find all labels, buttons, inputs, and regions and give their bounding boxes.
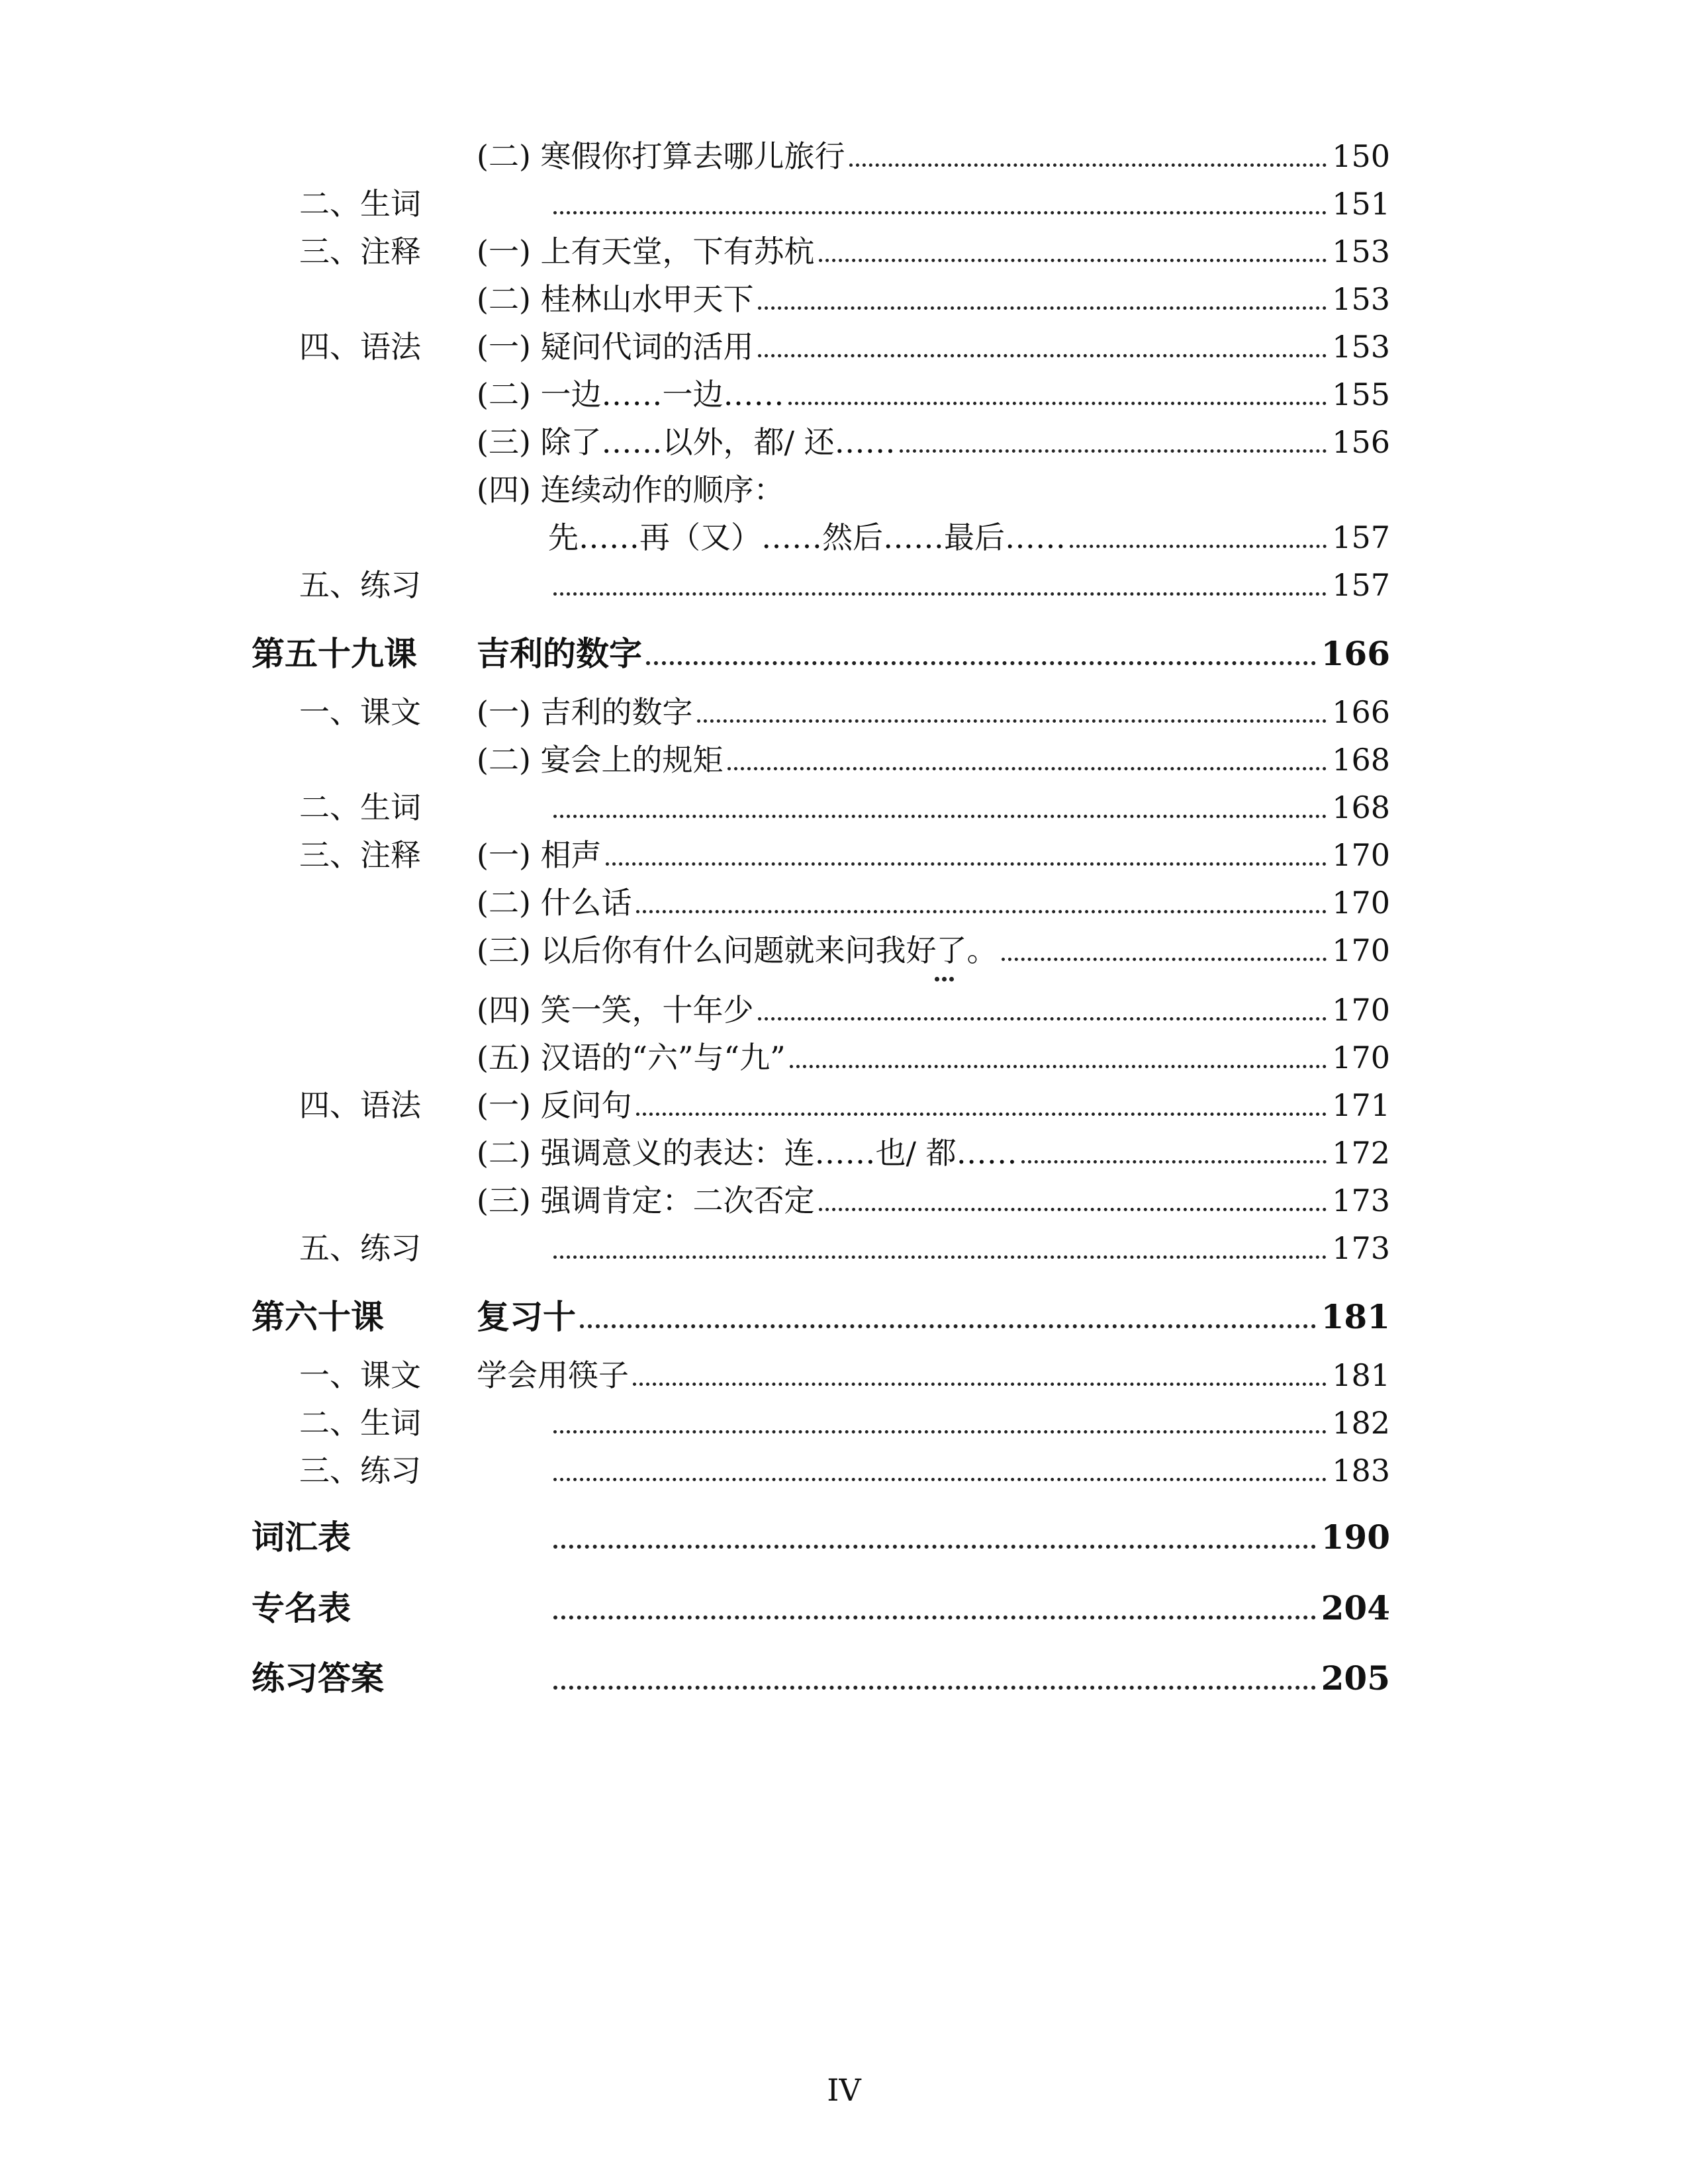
toc-page-number: 168 xyxy=(1332,742,1390,778)
dot-leader xyxy=(553,1545,1316,1549)
dot-leader xyxy=(553,1686,1316,1690)
appendix-title: 词汇表 xyxy=(252,1518,351,1557)
toc-lesson-row xyxy=(0,1586,1688,1630)
toc-page-number: 157 xyxy=(1332,520,1390,555)
dot-leader xyxy=(819,1208,1327,1211)
toc-entry-title: (一) 相声 xyxy=(477,837,602,873)
toc-page-number: 166 xyxy=(1321,634,1390,673)
toc-row xyxy=(0,1083,1688,1127)
toc-entry[interactable] xyxy=(477,1083,1390,1127)
toc-entry-title: (五) 汉语的“六”与“九” xyxy=(477,1040,786,1075)
dot-leader xyxy=(606,862,1327,866)
lesson-title: 复习十 xyxy=(477,1297,576,1336)
toc-section-label: 五、练习 xyxy=(299,567,421,603)
toc-entry-title: (四) 连续动作的顺序： xyxy=(477,472,784,508)
toc-row xyxy=(0,786,1688,829)
toc-page-number: 170 xyxy=(1332,1040,1390,1075)
lesson-title: 吉利的数字 xyxy=(477,634,642,673)
toc-entry[interactable] xyxy=(477,325,1390,369)
toc-entry[interactable] xyxy=(477,929,1390,972)
toc-section-label: 三、练习 xyxy=(299,1453,421,1488)
toc-page-number: 182 xyxy=(1332,1405,1390,1441)
toc-appendix-entry[interactable] xyxy=(549,1657,1390,1700)
toc-page-number: 190 xyxy=(1321,1518,1390,1557)
toc-lesson-entry[interactable] xyxy=(477,1295,1390,1339)
dot-leader xyxy=(553,592,1327,596)
toc-entry[interactable] xyxy=(549,182,1390,226)
toc-page-number: 170 xyxy=(1332,933,1390,968)
toc-page-number: 170 xyxy=(1332,885,1390,921)
toc-section-label: 三、注释 xyxy=(299,234,421,269)
toc-entry[interactable] xyxy=(477,833,1390,877)
toc-entry[interactable] xyxy=(549,563,1390,607)
toc-page-number: 151 xyxy=(1332,186,1390,222)
toc-entry-title-emphasized xyxy=(477,929,1002,972)
toc-entry-title: (四) 笑一笑，十年少 xyxy=(477,992,754,1028)
dot-leader xyxy=(758,354,1327,357)
toc-section-label: 二、生词 xyxy=(299,1405,421,1441)
toc-row xyxy=(0,182,1688,226)
toc-row xyxy=(0,325,1688,369)
toc-entry[interactable] xyxy=(477,134,1390,178)
dot-leader xyxy=(819,259,1327,262)
toc-entry[interactable] xyxy=(477,420,1390,464)
toc-entry[interactable] xyxy=(477,1131,1390,1175)
dot-leader xyxy=(646,661,1316,665)
toc-entry[interactable] xyxy=(549,1226,1390,1270)
toc-page-number: 181 xyxy=(1321,1297,1390,1336)
toc-row xyxy=(0,1179,1688,1222)
dot-leader xyxy=(1002,958,1327,961)
toc-entry-title: (二) 一边……一边…… xyxy=(477,377,784,412)
toc-row xyxy=(0,1353,1688,1397)
toc-section-label: 五、练习 xyxy=(299,1230,421,1266)
toc-entry[interactable] xyxy=(549,1401,1390,1445)
toc-row xyxy=(0,468,1688,512)
toc-entry-title: (一) 反问句 xyxy=(477,1087,632,1123)
toc-entry-title: (二) 寒假你打算去哪儿旅行 xyxy=(477,138,845,174)
dot-leader xyxy=(553,1255,1327,1259)
toc-row xyxy=(0,690,1688,734)
toc-row xyxy=(0,1036,1688,1079)
lesson-number: 第六十课 xyxy=(252,1297,384,1336)
toc-row xyxy=(0,1449,1688,1492)
toc-row xyxy=(0,988,1688,1032)
toc-row xyxy=(0,1131,1688,1175)
toc-page-number: 171 xyxy=(1332,1087,1390,1123)
dot-leader xyxy=(1070,545,1327,548)
dot-leader xyxy=(788,402,1327,405)
toc-entry[interactable] xyxy=(549,1449,1390,1492)
dot-leader xyxy=(697,719,1327,723)
toc-entry-title: (二) 宴会上的规矩 xyxy=(477,742,724,778)
toc-entry[interactable] xyxy=(477,988,1390,1032)
appendix-title: 练习答案 xyxy=(252,1659,384,1698)
toc-row xyxy=(0,929,1688,972)
toc-entry[interactable] xyxy=(477,468,1390,512)
toc-appendix-entry[interactable] xyxy=(549,1586,1390,1630)
toc-entry[interactable] xyxy=(477,1353,1390,1397)
toc-entry-title: (二) 桂林山水甲天下 xyxy=(477,281,754,317)
dot-leader xyxy=(553,211,1327,214)
toc-appendix-entry[interactable] xyxy=(549,1516,1390,1559)
toc-entry-title: (二) 什么话 xyxy=(477,885,632,921)
toc-entry[interactable] xyxy=(549,786,1390,829)
toc-section-label: 四、语法 xyxy=(299,1087,421,1123)
toc-row xyxy=(0,1226,1688,1270)
toc-row xyxy=(0,134,1688,178)
toc-page-number: 155 xyxy=(1332,377,1390,412)
toc-section-label: 二、生词 xyxy=(299,186,421,222)
toc-section-label: 二、生词 xyxy=(299,790,421,825)
dot-leader xyxy=(790,1065,1327,1068)
toc-page-number: 168 xyxy=(1332,790,1390,825)
toc-page-number: 153 xyxy=(1332,234,1390,269)
toc-page-number: 157 xyxy=(1332,567,1390,603)
dot-leader xyxy=(553,815,1327,818)
toc-page-number: 183 xyxy=(1332,1453,1390,1488)
toc-entry-title: (三) 以后你有什么问题就来问我好了。 xyxy=(477,933,998,968)
toc-page-number: 170 xyxy=(1332,837,1390,873)
toc-entry[interactable] xyxy=(477,738,1390,782)
toc-entry-title: 学会用筷子 xyxy=(477,1357,629,1393)
toc-page-number: 153 xyxy=(1332,281,1390,317)
toc-row xyxy=(0,738,1688,782)
emphasis-dots xyxy=(933,977,955,981)
toc-row xyxy=(0,516,1688,559)
toc-entry[interactable] xyxy=(477,230,1390,273)
toc-page-number: 153 xyxy=(1332,329,1390,365)
toc-row xyxy=(0,1401,1688,1445)
toc-entry-title: (三) 强调肯定：二次否定 xyxy=(477,1183,815,1218)
toc-section-label: 三、注释 xyxy=(299,837,421,873)
dot-leader xyxy=(636,1113,1327,1116)
appendix-title: 专名表 xyxy=(252,1588,351,1627)
page-footer-number: IV xyxy=(827,2072,861,2108)
toc-lesson-entry[interactable] xyxy=(477,632,1390,676)
toc-entry-title: (一) 上有天堂，下有苏杭 xyxy=(477,234,815,269)
toc-row xyxy=(0,881,1688,925)
toc-lesson-row xyxy=(0,632,1688,676)
toc-entry-title: 先……再（又）……然后……最后…… xyxy=(548,520,1066,555)
toc-entry[interactable] xyxy=(477,1036,1390,1079)
toc-lesson-row xyxy=(0,1516,1688,1559)
toc-entry[interactable] xyxy=(477,881,1390,925)
toc-page-number: 156 xyxy=(1332,424,1390,460)
dot-leader xyxy=(727,767,1327,770)
toc-section-label: 一、课文 xyxy=(299,1357,421,1393)
toc-page-number: 166 xyxy=(1332,694,1390,730)
toc-page-number: 181 xyxy=(1332,1357,1390,1393)
toc-entry[interactable] xyxy=(548,516,1390,559)
dot-leader xyxy=(1021,1160,1327,1163)
toc-page-number: 150 xyxy=(1332,138,1390,174)
dot-leader xyxy=(633,1383,1327,1386)
toc-page-number: 172 xyxy=(1332,1135,1390,1171)
toc-entry-title: (三) 除了……以外，都/ 还…… xyxy=(477,424,896,460)
toc-page-number: 173 xyxy=(1332,1183,1390,1218)
toc-row xyxy=(0,563,1688,607)
dot-leader xyxy=(758,1017,1327,1021)
toc-row xyxy=(0,277,1688,321)
toc-section-label: 四、语法 xyxy=(299,329,421,365)
dot-leader xyxy=(900,449,1327,453)
toc-page-number: 170 xyxy=(1332,992,1390,1028)
toc-entry-title: (二) 强调意义的表达：连……也/ 都…… xyxy=(477,1135,1017,1171)
lesson-number: 第五十九课 xyxy=(252,634,417,673)
dot-leader xyxy=(580,1324,1316,1328)
toc-page-number: 205 xyxy=(1321,1659,1390,1698)
toc-lesson-row xyxy=(0,1657,1688,1700)
toc-page-number: 204 xyxy=(1321,1588,1390,1627)
dot-leader xyxy=(849,163,1327,167)
toc-row xyxy=(0,373,1688,416)
toc-entry[interactable] xyxy=(477,1179,1390,1222)
toc-row xyxy=(0,833,1688,877)
dot-leader xyxy=(553,1615,1316,1619)
toc-entry[interactable] xyxy=(477,373,1390,416)
toc-entry[interactable] xyxy=(477,690,1390,734)
toc-section-label: 一、课文 xyxy=(299,694,421,730)
toc-page-number: 173 xyxy=(1332,1230,1390,1266)
dot-leader xyxy=(553,1478,1327,1481)
dot-leader xyxy=(636,910,1327,913)
toc-entry[interactable] xyxy=(477,277,1390,321)
toc-row xyxy=(0,230,1688,273)
toc-entry-title: (一) 疑问代词的活用 xyxy=(477,329,754,365)
dot-leader xyxy=(553,1430,1327,1433)
dot-leader xyxy=(758,306,1327,310)
toc-lesson-row xyxy=(0,1295,1688,1339)
toc-row xyxy=(0,420,1688,464)
toc-entry-title: (一) 吉利的数字 xyxy=(477,694,693,730)
